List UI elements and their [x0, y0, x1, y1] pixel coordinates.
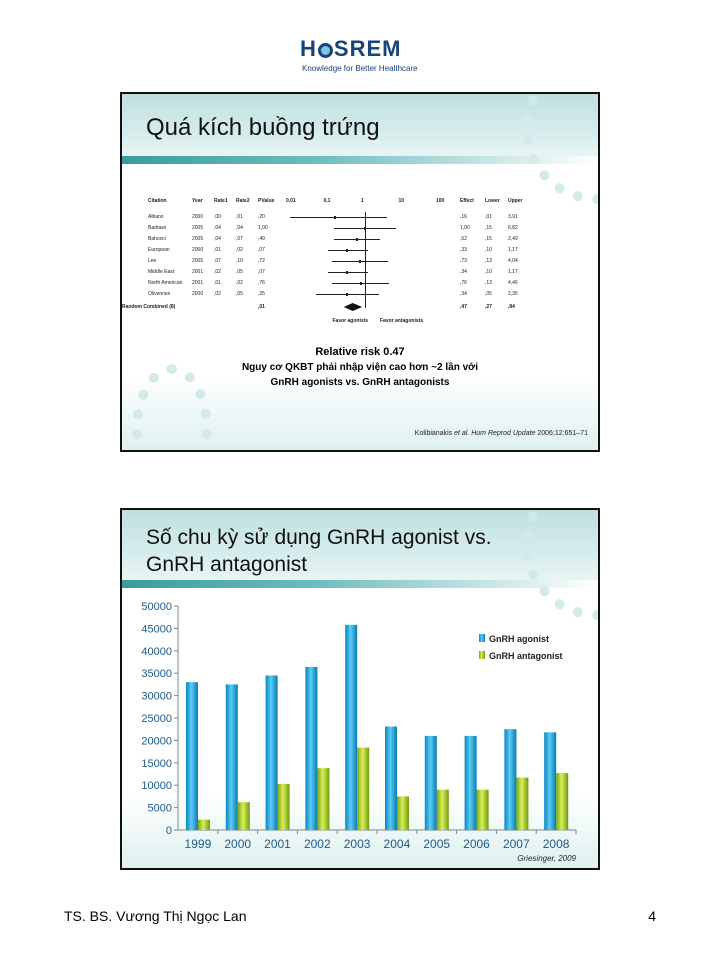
- bar-gnrh-antagonist: [556, 773, 568, 830]
- forest-rate1: ,07: [214, 258, 221, 264]
- forest-header: 100: [436, 198, 445, 204]
- bar-gnrh-antagonist: [198, 820, 210, 830]
- forest-header: Upper: [508, 198, 523, 204]
- x-tick-label: 2005: [423, 837, 451, 851]
- forest-header: 0,01: [286, 198, 296, 204]
- bar-gnrh-antagonist: [317, 768, 329, 830]
- forest-citation: Albano: [148, 214, 164, 220]
- forest-rate2: ,02: [236, 247, 243, 253]
- forest-effect-marker: [346, 293, 348, 296]
- forest-rate2: ,10: [236, 258, 243, 264]
- forest-citation: Badrawi: [148, 225, 167, 231]
- bar-gnrh-agonist: [465, 736, 477, 830]
- slide-gnrh-cycles: [120, 508, 600, 870]
- forest-header: Rate2: [236, 198, 250, 204]
- forest-upper: 1,17: [508, 269, 518, 275]
- forest-rate1: ,00: [214, 214, 221, 220]
- forest-citation: Lee: [148, 258, 157, 264]
- forest-year: 2001: [192, 269, 204, 275]
- forest-effect: ,62: [460, 236, 467, 242]
- forest-rate2: ,05: [236, 269, 243, 275]
- x-tick-label: 2000: [224, 837, 252, 851]
- bar-chart: [122, 590, 598, 860]
- forest-pvalue: ,49: [258, 236, 265, 242]
- forest-citation: Bahceci: [148, 236, 166, 242]
- forest-pvalue: ,07: [258, 269, 265, 275]
- x-tick-label: 2007: [502, 837, 530, 851]
- forest-effect: ,73: [460, 258, 467, 264]
- forest-year: 2005: [192, 225, 204, 231]
- globe-icon: [318, 43, 333, 58]
- bar-gnrh-agonist: [226, 684, 238, 830]
- forest-effect: ,16: [460, 214, 467, 220]
- bar-gnrh-agonist: [504, 729, 516, 830]
- forest-lower: ,01: [485, 214, 492, 220]
- y-tick-label: 50000: [141, 601, 172, 613]
- forest-rate2: ,01: [236, 214, 243, 220]
- forest-effect: ,33: [460, 247, 467, 253]
- source-note: Griesinger, 2009: [517, 854, 576, 863]
- forest-pvalue: ,76: [258, 280, 265, 286]
- forest-header: 1: [361, 198, 364, 204]
- favor-agonists-label: Favor agonists: [332, 318, 369, 324]
- legend-label: GnRH agonist: [489, 634, 549, 644]
- presenter-name: TS. BS. Vương Thị Ngọc Lan: [64, 908, 247, 924]
- forest-header: PValue: [258, 198, 275, 204]
- risk-caption-line: GnRH agonists vs. GnRH antagonists: [270, 377, 450, 388]
- forest-effect: 1,00: [460, 225, 470, 231]
- forest-lower: ,10: [485, 247, 492, 253]
- forest-upper: 3,91: [508, 214, 518, 220]
- logo-wordmark: H SREM: [300, 36, 402, 61]
- y-tick-label: 15000: [141, 757, 172, 770]
- citation: Kolibianakis et al. Hum Reprod Update 2006;12:651–71: [414, 430, 588, 437]
- x-tick-label: 2004: [383, 837, 411, 851]
- forest-rate1: ,01: [214, 280, 221, 286]
- y-tick-label: 5000: [147, 802, 172, 815]
- forest-effect-marker: [334, 216, 336, 219]
- forest-lower: ,15: [485, 236, 492, 242]
- forest-lower: ,10: [485, 269, 492, 275]
- forest-combined-diamond: [148, 302, 588, 312]
- forest-rate2: ,07: [236, 236, 243, 242]
- forest-rate1: ,04: [214, 236, 221, 242]
- forest-citation: Middle East: [148, 269, 175, 275]
- hosrem-logo: [300, 36, 420, 80]
- forest-citation: North American: [148, 280, 183, 286]
- logo-tagline: Knowledge for Better Healthcare: [302, 64, 418, 73]
- favor-antagonists-label: Favor antagonists: [380, 318, 424, 324]
- forest-year: 2000: [192, 214, 204, 220]
- y-tick-label: 0: [165, 825, 172, 837]
- y-tick-label: 45000: [141, 623, 172, 636]
- forest-upper: 2,49: [508, 236, 518, 242]
- forest-header: Rate1: [214, 198, 228, 204]
- forest-effect: ,34: [460, 291, 467, 297]
- bar-gnrh-agonist: [385, 727, 397, 830]
- legend-swatch-antagonist: [479, 651, 485, 659]
- x-tick-label: 2006: [463, 837, 490, 851]
- forest-upper: 6,82: [508, 225, 518, 231]
- bar-gnrh-agonist: [425, 736, 437, 830]
- decorative-dots: [522, 92, 600, 204]
- forest-upper: 4,04: [508, 258, 518, 264]
- forest-year: 2000: [192, 291, 204, 297]
- bar-gnrh-antagonist: [357, 748, 369, 830]
- forest-effect-marker: [360, 282, 362, 285]
- forest-pvalue: ,25: [258, 291, 265, 297]
- forest-lower: ,05: [485, 291, 492, 297]
- forest-lower: ,13: [485, 258, 492, 264]
- forest-plot: [122, 198, 588, 328]
- relative-risk-caption: Relative risk 0.47: [315, 346, 405, 358]
- bar-gnrh-antagonist: [477, 790, 489, 830]
- forest-combined-label: Random Combined (8): [122, 304, 176, 310]
- forest-header: 10: [398, 198, 405, 204]
- y-tick-label: 20000: [141, 735, 172, 748]
- forest-header: Citation: [148, 198, 167, 204]
- forest-upper: 2,35: [508, 291, 518, 297]
- forest-header: Effect: [460, 198, 474, 204]
- x-tick-label: 2002: [303, 837, 331, 851]
- forest-effect: ,76: [460, 280, 467, 286]
- bar-gnrh-agonist: [266, 675, 278, 830]
- forest-upper: 4,46: [508, 280, 518, 286]
- bar-gnrh-antagonist: [437, 790, 449, 830]
- forest-lower: ,15: [485, 225, 492, 231]
- slide-title: Quá kích buồng trứng: [146, 114, 380, 141]
- forest-effect: ,34: [460, 269, 467, 275]
- x-tick-label: 2008: [542, 837, 570, 851]
- forest-effect: ,47: [460, 304, 467, 310]
- bar-gnrh-antagonist: [278, 784, 290, 830]
- forest-rate2: ,05: [236, 291, 243, 297]
- forest-pvalue: ,01: [258, 304, 265, 310]
- forest-pvalue: ,72: [258, 258, 265, 264]
- slide-ovarian-hyperstimulation: [120, 92, 600, 452]
- forest-upper: ,84: [508, 304, 515, 310]
- forest-upper: 1,17: [508, 247, 518, 253]
- y-tick-label: 40000: [141, 645, 172, 658]
- y-tick-label: 35000: [141, 668, 172, 681]
- page-number: 4: [648, 908, 656, 924]
- forest-header: Lower: [485, 198, 500, 204]
- x-tick-label: 2001: [264, 837, 291, 851]
- y-tick-label: 10000: [141, 780, 172, 793]
- forest-year: 2000: [192, 247, 204, 253]
- x-tick-label: 2003: [343, 837, 371, 851]
- forest-rate1: ,04: [214, 225, 221, 231]
- forest-year: 2005: [192, 236, 204, 242]
- y-tick-label: 25000: [141, 713, 172, 725]
- forest-header: Year: [192, 198, 203, 204]
- bar-gnrh-antagonist: [397, 796, 409, 830]
- bar-gnrh-agonist: [305, 667, 317, 830]
- risk-caption-line: Nguy cơ QKBT phải nhập viện cao hơn ~2 lần với: [241, 362, 479, 373]
- y-tick-label: 30000: [141, 690, 172, 703]
- forest-effect-marker: [364, 227, 366, 230]
- forest-pvalue: ,07: [258, 247, 265, 253]
- forest-pvalue: 1,00: [258, 225, 268, 231]
- forest-header: 0,1: [323, 198, 331, 204]
- bar-gnrh-agonist: [544, 732, 556, 830]
- legend-label: GnRH antagonist: [489, 651, 563, 661]
- slide-title: Số chu kỳ sử dụng GnRH agonist vs. GnRH antagonist: [146, 526, 492, 576]
- bar-gnrh-agonist: [345, 625, 357, 830]
- forest-citation: Olivennes: [148, 291, 171, 297]
- bar-gnrh-antagonist: [516, 778, 528, 830]
- forest-effect-marker: [346, 249, 348, 252]
- forest-rate1: ,01: [214, 247, 221, 253]
- forest-citation: European: [148, 247, 170, 253]
- forest-lower: ,27: [485, 304, 492, 310]
- forest-lower: ,13: [485, 280, 492, 286]
- forest-year: 2005: [192, 258, 204, 264]
- forest-effect-marker: [356, 238, 358, 241]
- forest-ci-line: [290, 217, 387, 218]
- forest-rate1: ,02: [214, 291, 221, 297]
- legend-swatch-agonist: [479, 634, 485, 642]
- bar-gnrh-antagonist: [238, 802, 250, 830]
- forest-year: 2001: [192, 280, 204, 286]
- forest-pvalue: ,20: [258, 214, 265, 220]
- forest-effect-marker: [359, 260, 361, 263]
- x-tick-label: 1999: [184, 837, 212, 851]
- bar-gnrh-agonist: [186, 682, 198, 830]
- forest-effect-marker: [346, 271, 348, 274]
- forest-rate2: ,02: [236, 280, 243, 286]
- forest-rate1: ,02: [214, 269, 221, 275]
- forest-rate2: ,04: [236, 225, 243, 231]
